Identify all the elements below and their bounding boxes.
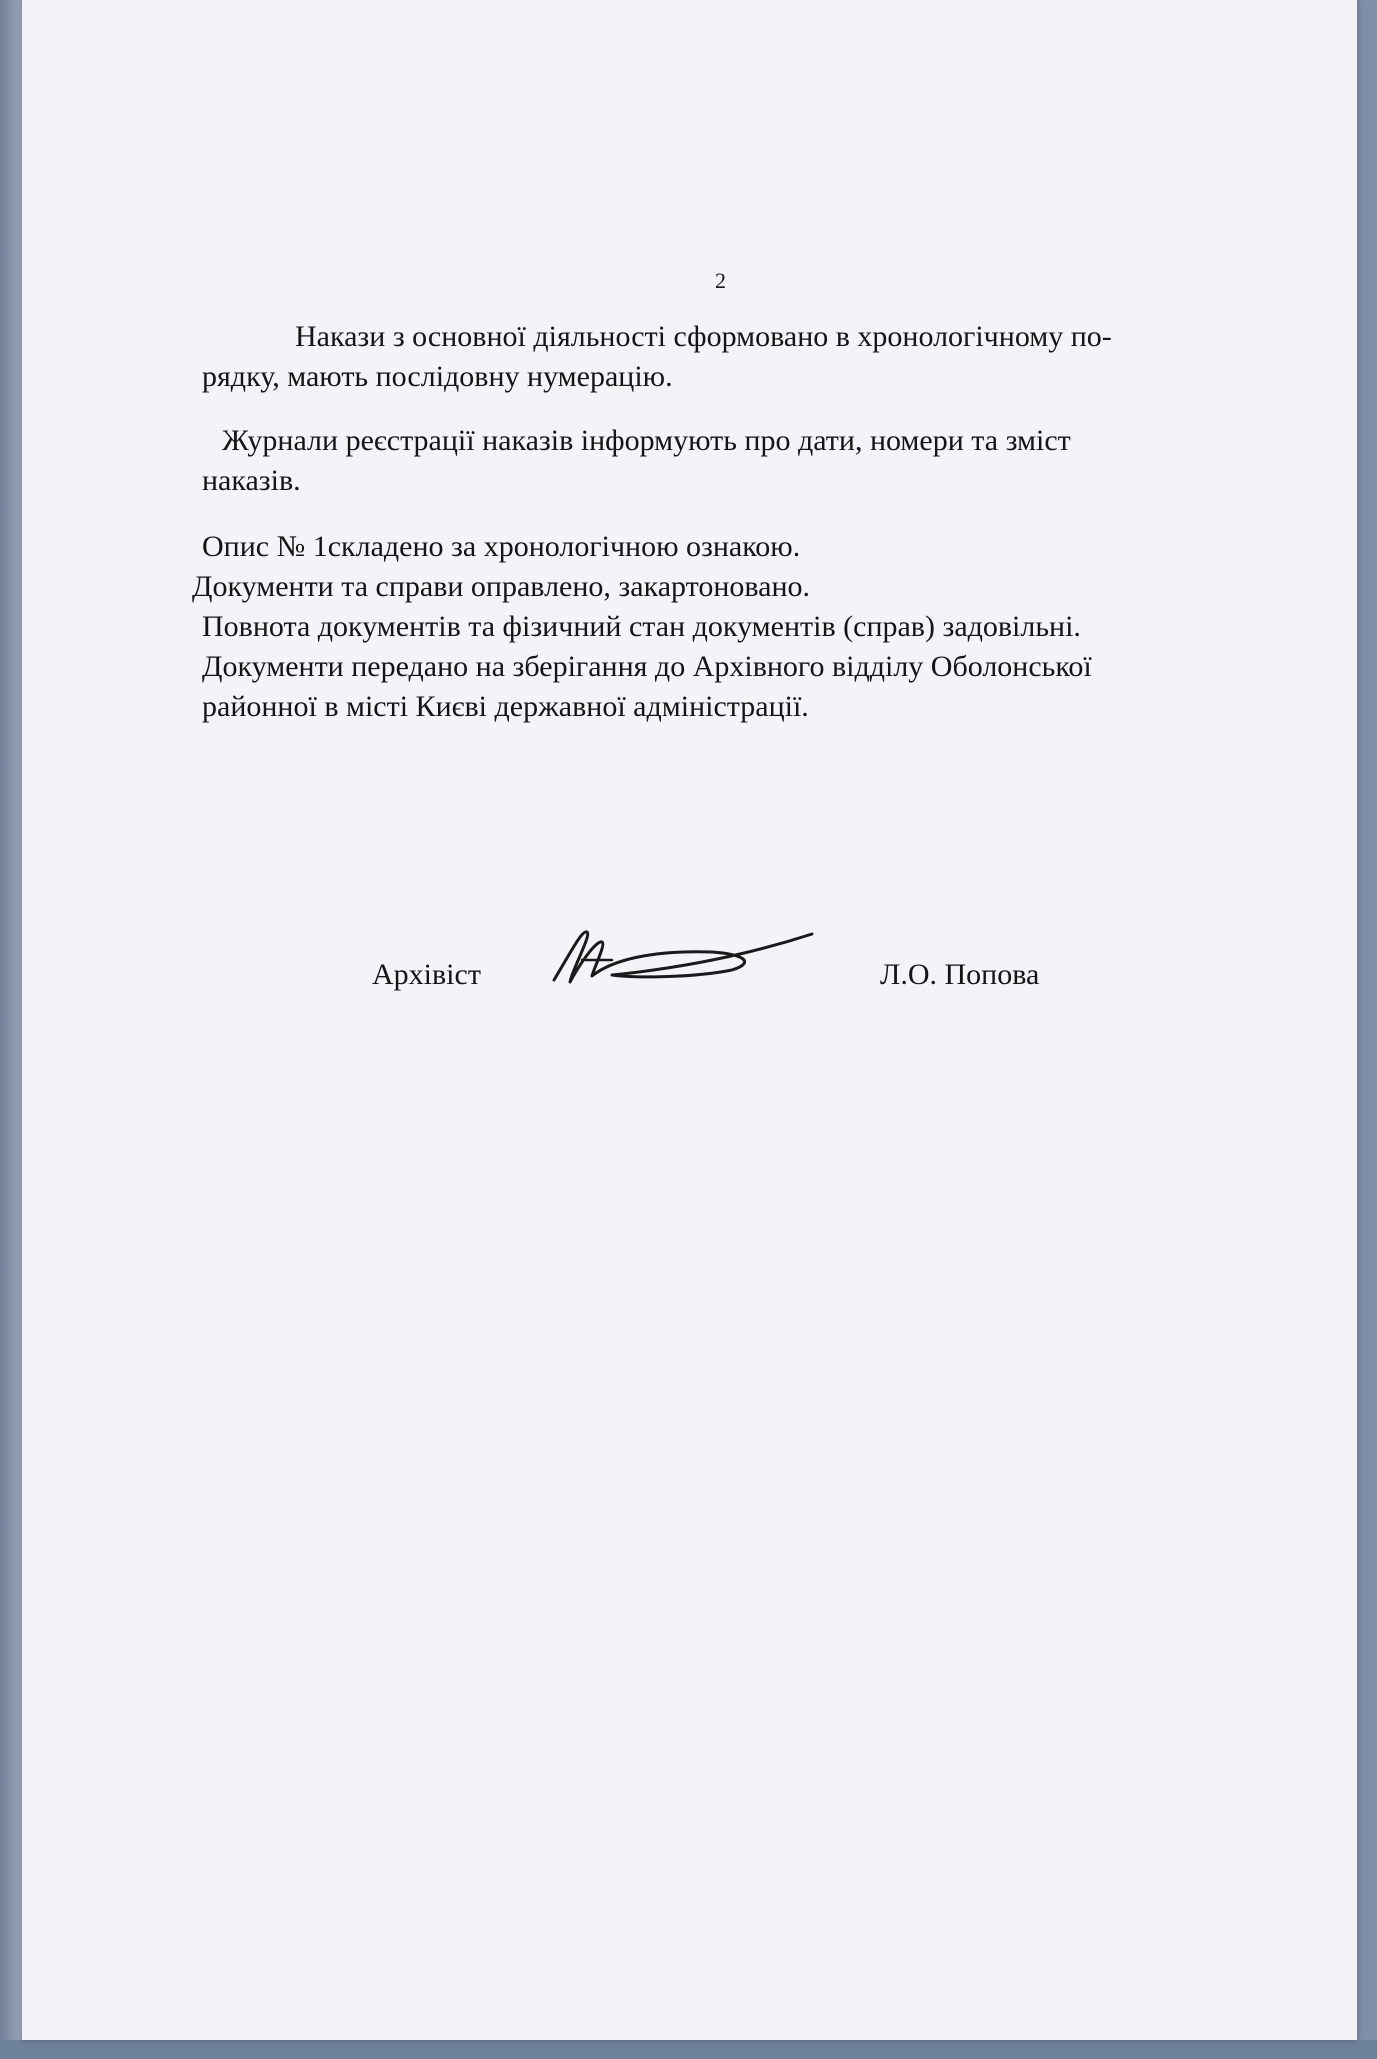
body-line-3: Журнали реєстрації наказів інформують про дати, номери та зміст (222, 424, 1071, 457)
body-line-6: Документи та справи оправлено, закартоновано. (192, 570, 811, 603)
page-number: 2 (715, 268, 726, 293)
body-line-8: Документи передано на зберігання до Архівного відділу Оболонської (202, 650, 1092, 683)
body-line-2: рядку, мають послідовну нумерацію. (202, 360, 673, 393)
body-line-7: Повнота документів та фізичний стан документів (справ) задовільні. (202, 610, 1081, 643)
handwritten-signature (542, 920, 822, 990)
signer-role: Архівіст (372, 958, 481, 991)
binding-edge (0, 0, 22, 2059)
body-line-1: Накази з основної діяльності сформовано в хронологічному по- (295, 320, 1112, 353)
background-strip (0, 2040, 1377, 2059)
body-line-4: наказів. (202, 464, 301, 497)
signer-name: Л.О. Попова (880, 958, 1040, 991)
document-page (22, 0, 1357, 2040)
body-line-9: районної в місті Києві державної адміністрації. (202, 690, 809, 723)
body-line-5: Опис № 1складено за хронологічною ознакою. (202, 530, 801, 563)
